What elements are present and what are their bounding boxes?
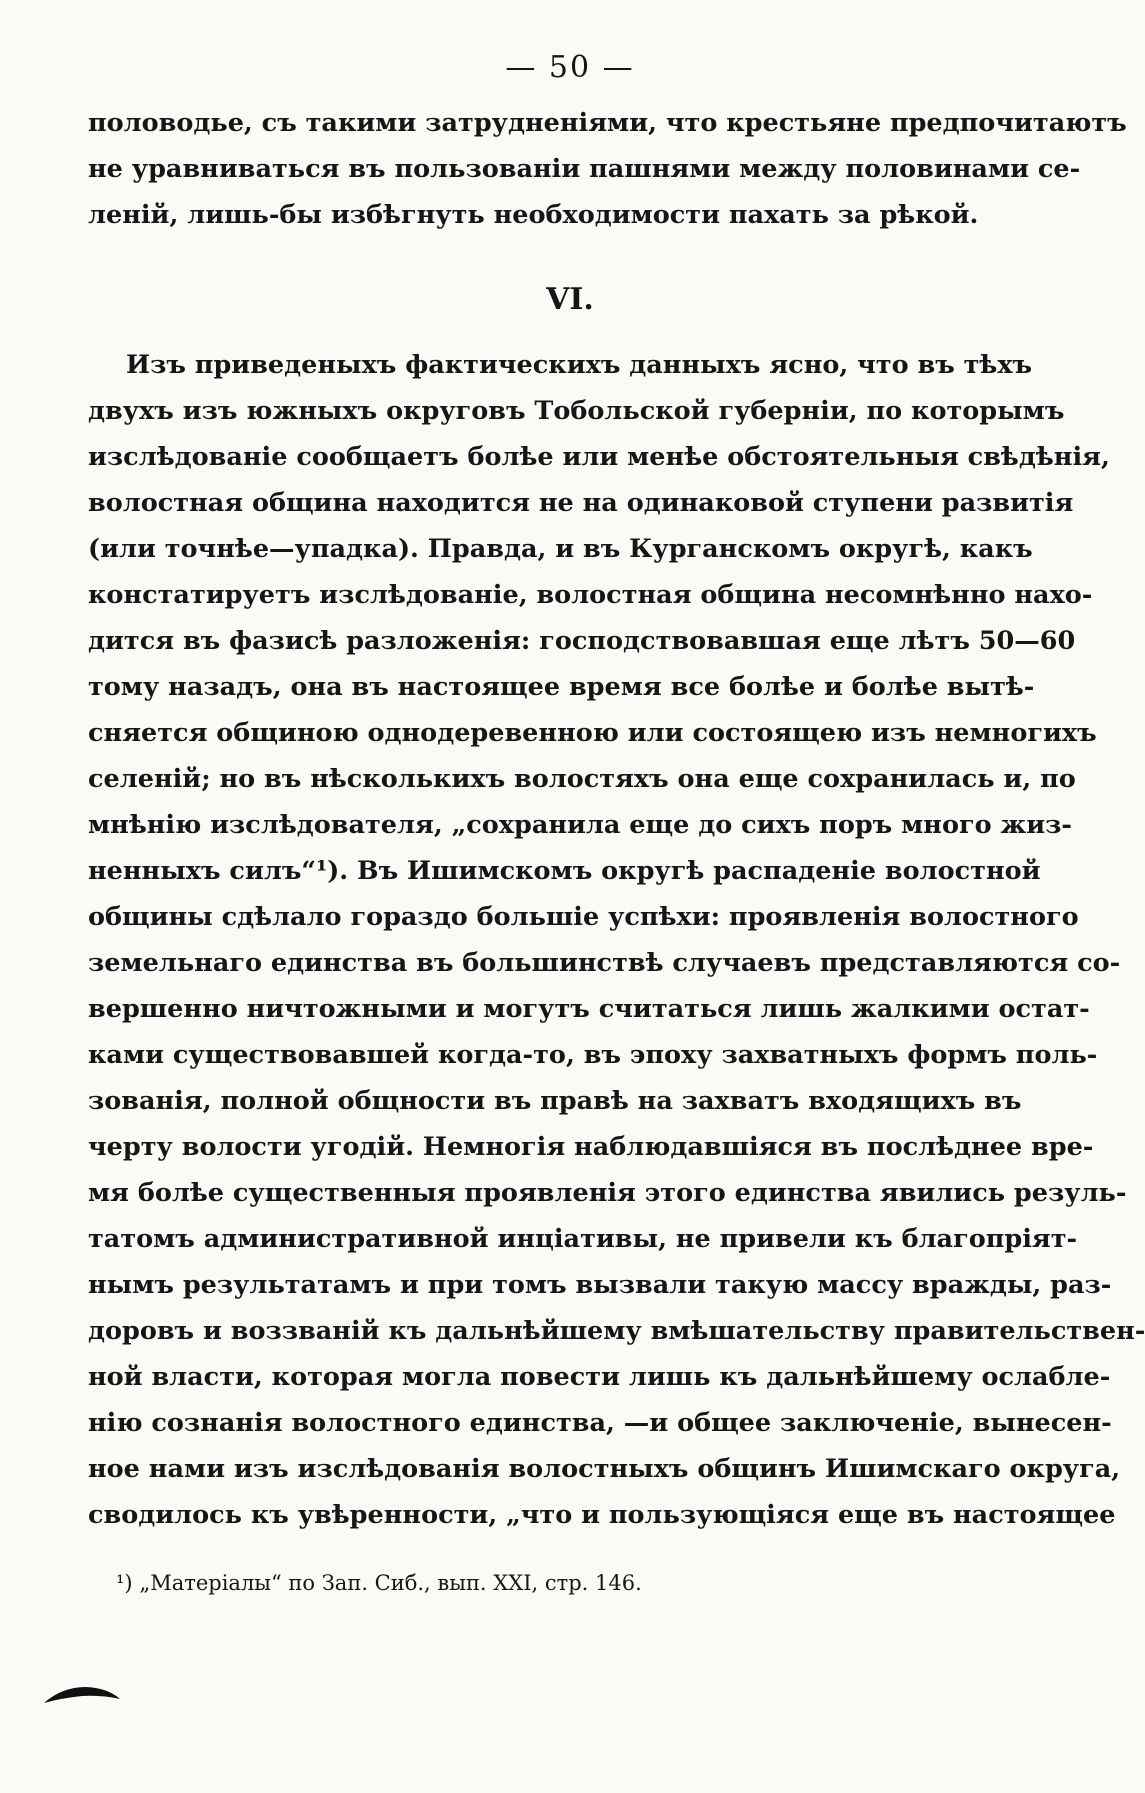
section-heading: VI. — [546, 282, 594, 317]
text-line: мя болѣе существенныя проявленія этого единства явились резуль- — [88, 1178, 1127, 1208]
text-line: ками существовавшей когда-то, въ эпоху захватныхъ формъ поль- — [88, 1040, 1098, 1070]
text-line: половодье, съ такими затрудненіями, что крестьяне предпочитаютъ — [88, 108, 1127, 138]
text-line: ное нами изъ изслѣдованія волостныхъ общинъ Ишимскаго округа, — [88, 1454, 1121, 1484]
text-line: черту волости угодій. Немногія наблюдавшіяся въ послѣднее вре- — [88, 1132, 1094, 1162]
text-line: земельнаго единства въ большинствѣ случаевъ представляются со- — [88, 948, 1121, 978]
footnote-marker: ¹) — [116, 1571, 133, 1595]
text-line: Изъ приведеныхъ фактическихъ данныхъ ясно, что въ тѣхъ — [126, 350, 1033, 380]
main-paragraph — [88, 342, 1145, 1538]
page-number: — 50 — — [505, 50, 635, 85]
text-line: двухъ изъ южныхъ округовъ Тобольской губерніи, по которымъ — [88, 396, 1065, 426]
text-line: (или точнѣе—упадка). Правда, и въ Курганскомъ округѣ, какъ — [88, 534, 1033, 564]
text-line: татомъ административной инціативы, не привели къ благопріят- — [88, 1224, 1078, 1254]
intro-paragraph — [88, 100, 1127, 238]
text-line: изслѣдованіе сообщаетъ болѣе или менѣе обстоятельныя свѣдѣнія, — [88, 442, 1110, 472]
text-line: нымъ результатамъ и при томъ вызвали такую массу вражды, раз- — [88, 1270, 1112, 1300]
footnote-text: „Матеріалы“ по Зап. Сиб., вып. XXI, стр. 146. — [139, 1571, 642, 1595]
text-line: сняется общиною однодеревенною или состоящею изъ немногихъ — [88, 718, 1097, 748]
text-line: леній, лишь-бы избѣгнуть необходимости пахать за рѣкой. — [88, 200, 979, 230]
ink-blot-mark — [42, 1683, 122, 1709]
text-line: селеній; но въ нѣсколькихъ волостяхъ она еще сохранилась и, по — [88, 764, 1076, 794]
text-line: дится въ фазисѣ разложенія: господствовавшая еще лѣтъ 50—60 — [88, 626, 1076, 656]
text-line: констатируетъ изслѣдованіе, волостная община несомнѣнно нахо- — [88, 580, 1093, 610]
text-line: ной власти, которая могла повести лишь къ дальнѣйшему ослабле- — [88, 1362, 1111, 1392]
text-line: нію сознанія волостного единства, —и общее заключеніе, вынесен- — [88, 1408, 1112, 1438]
text-line: тому назадъ, она въ настоящее время все болѣе и болѣе вытѣ- — [88, 672, 1035, 702]
text-line: сводилось къ увѣренности, „что и пользующіяся еще въ настоящее — [88, 1500, 1116, 1530]
text-line: волостная община находится не на одинаковой ступени развитія — [88, 488, 1074, 518]
text-line: мнѣнію изслѣдователя, „сохранила еще до сихъ поръ много жиз- — [88, 810, 1072, 840]
text-line: зованія, полной общности въ правѣ на захватъ входящихъ въ — [88, 1086, 1022, 1116]
footnote — [116, 1568, 642, 1598]
text-line: доровъ и воззваній къ дальнѣйшему вмѣшательству правительствен- — [88, 1316, 1145, 1346]
text-line: не уравниваться въ пользованіи пашнями между половинами се- — [88, 154, 1081, 184]
text-line: общины сдѣлало гораздо большіе успѣхи: проявленія волостного — [88, 902, 1079, 932]
text-line: ненныхъ силъ“¹). Въ Ишимскомъ округѣ распаденіе волостной — [88, 856, 1041, 886]
text-line: вершенно ничтожными и могутъ считаться лишь жалкими остат- — [88, 994, 1090, 1024]
